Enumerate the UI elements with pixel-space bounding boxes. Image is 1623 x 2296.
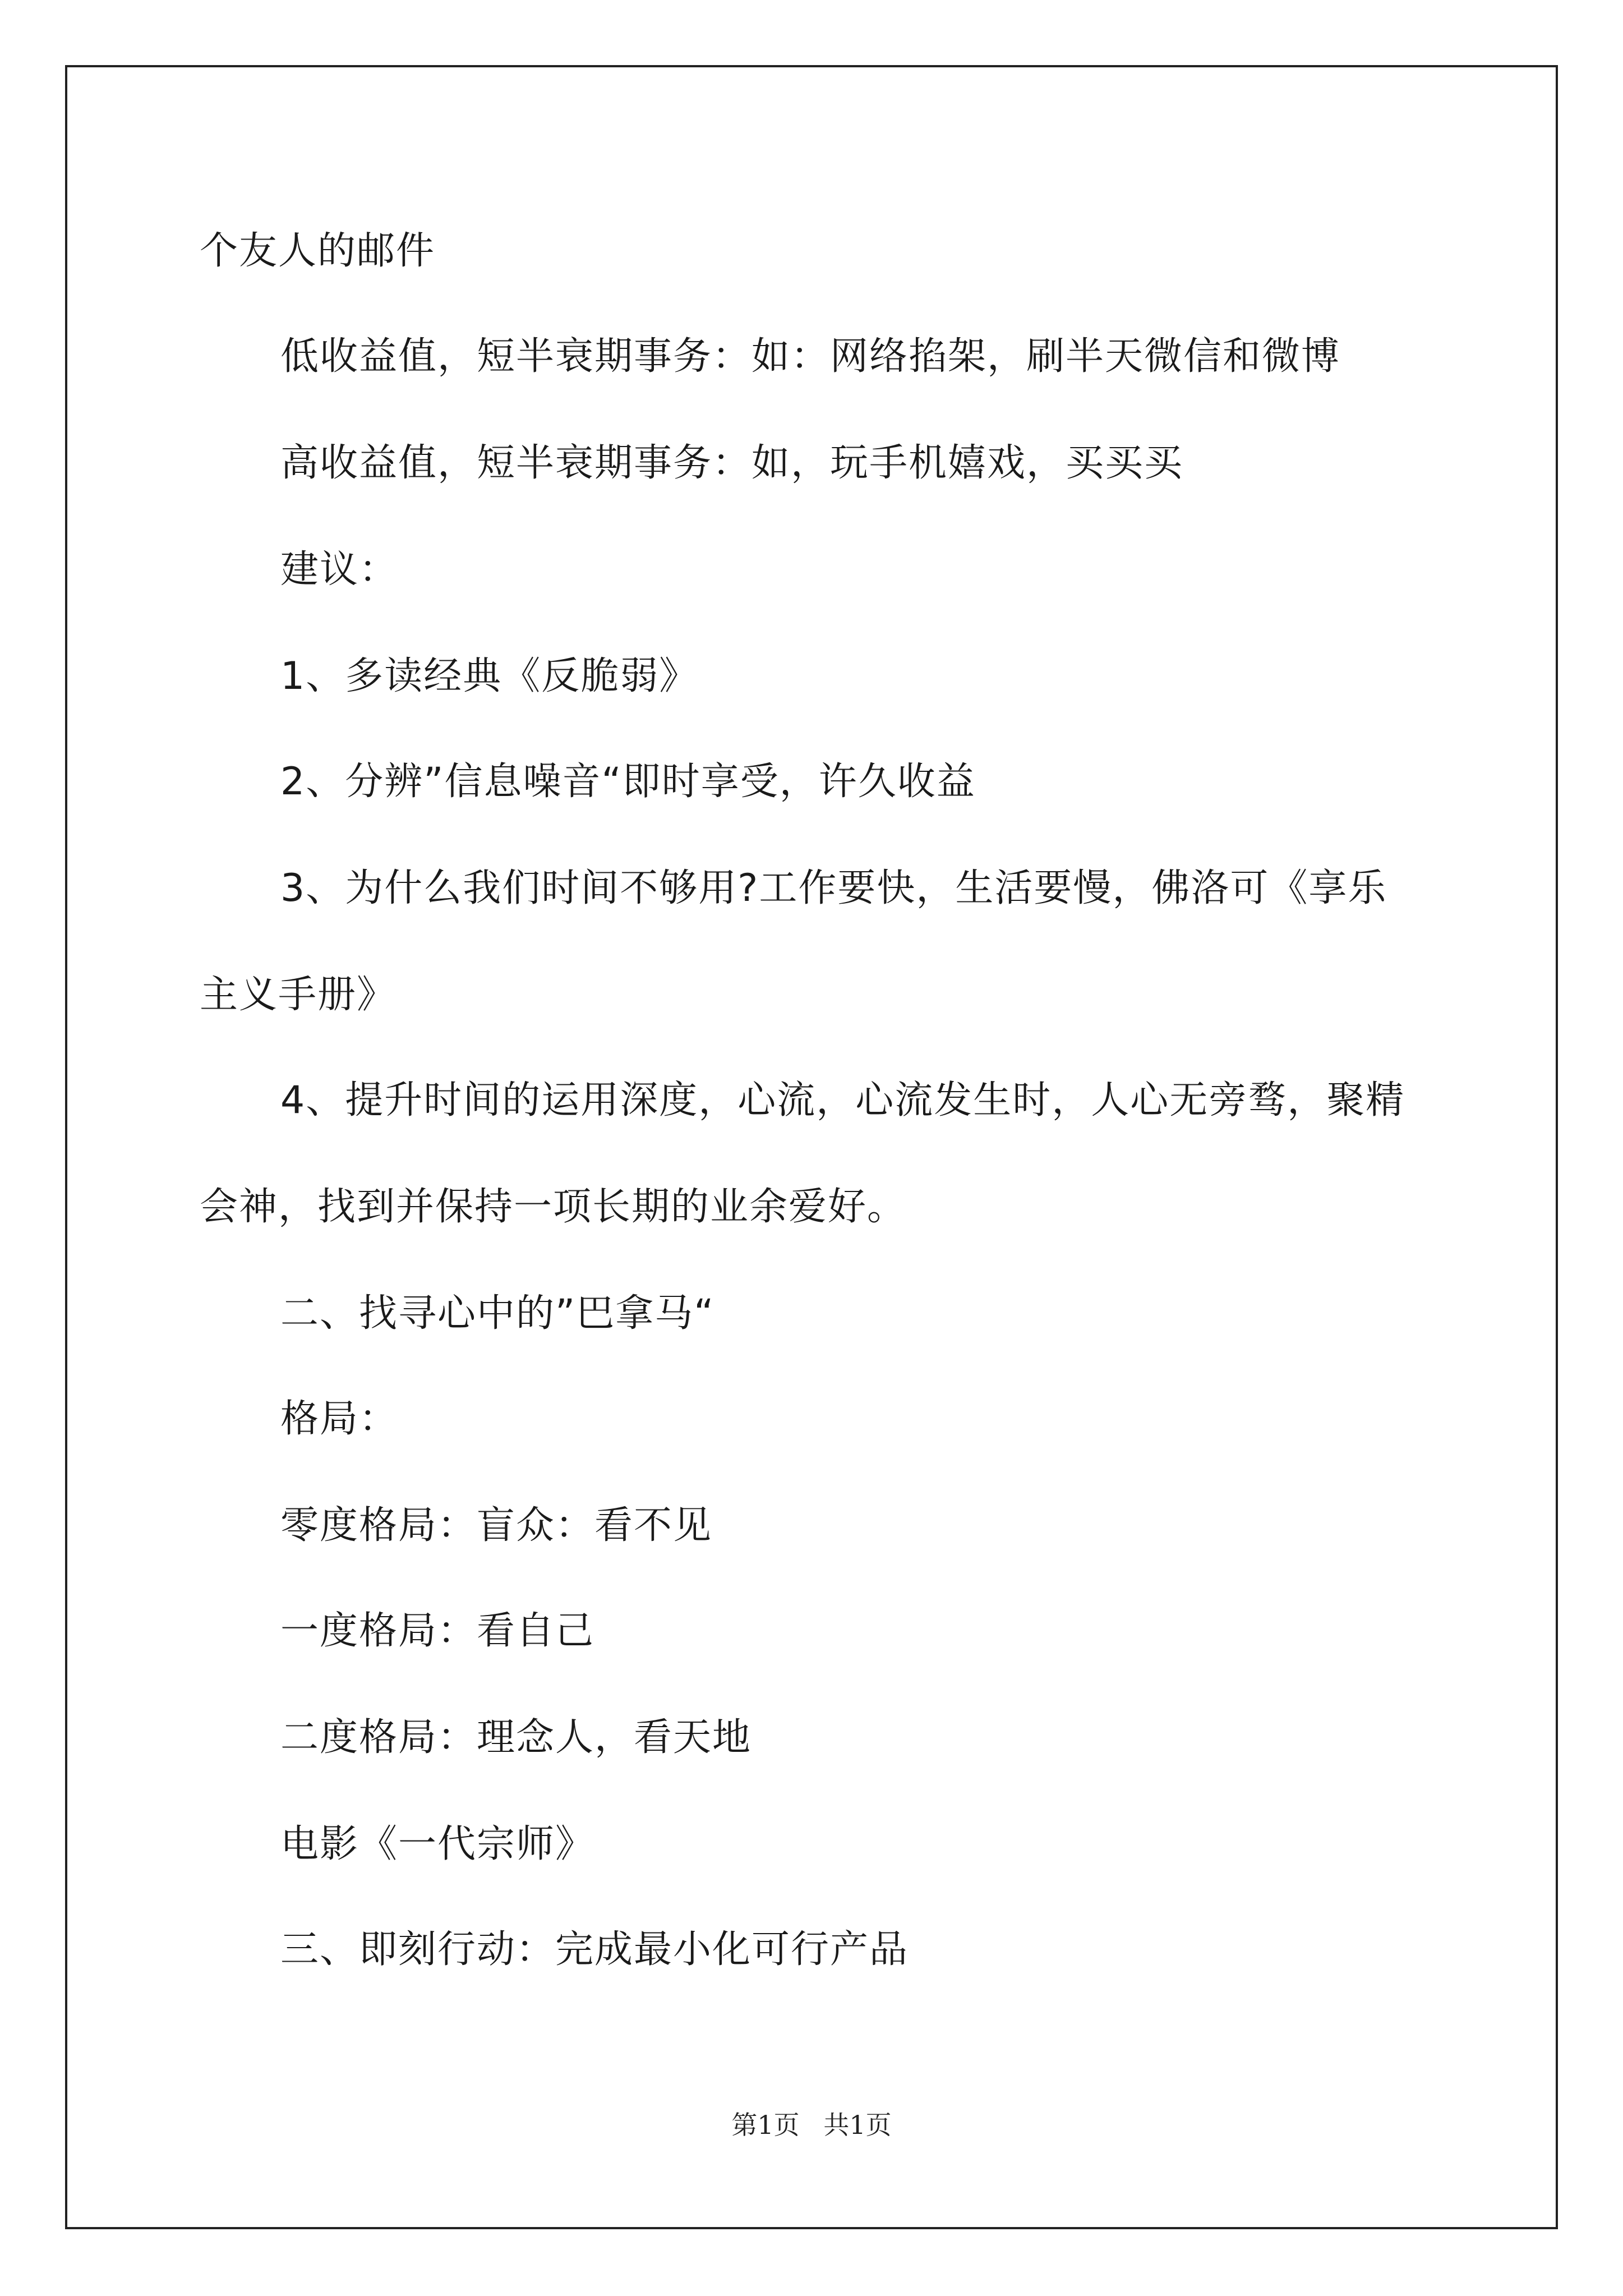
- text-line: 二度格局：理念人，看天地: [280, 1715, 752, 1760]
- text-line: 低收益值，短半衰期事务：如：网络掐架，刷半天微信和微博: [280, 334, 1341, 379]
- text-line: 会神，找到并保持一项长期的业余爱好。: [200, 1185, 907, 1229]
- text-line: 4、提升时间的运用深度，心流，心流发生时，人心无旁骛，聚精: [280, 1078, 1405, 1122]
- page-number-total: 共1页: [823, 2110, 892, 2140]
- page-number-current: 第1页: [731, 2110, 800, 2140]
- text-line: 高收益值，短半衰期事务：如，玩手机嬉戏，买买买: [280, 441, 1184, 485]
- text-line: 1、多读经典《反脆弱》: [280, 654, 699, 698]
- text-line: 建议：: [280, 547, 399, 592]
- text-line: 零度格局：盲众：看不见: [280, 1503, 713, 1548]
- page-border: [65, 65, 1558, 2229]
- text-line: 主义手册》: [200, 973, 396, 1017]
- text-line: 2、分辨”信息噪音“即时享受，许久收益: [280, 760, 976, 804]
- text-line: 3、为什么我们时间不够用?工作要快，生活要慢，佛洛可《享乐: [280, 866, 1387, 910]
- text-line: 三、即刻行动：完成最小化可行产品: [280, 1927, 909, 1972]
- text-line: 个友人的邮件: [200, 229, 436, 273]
- page-footer: [0, 2108, 1623, 2142]
- text-line: 二、找寻心中的”巴拿马“: [280, 1291, 715, 1336]
- text-line: 电影《一代宗师》: [280, 1822, 595, 1866]
- text-line: 一度格局：看自己: [280, 1609, 595, 1653]
- text-line: 格局：: [280, 1397, 399, 1441]
